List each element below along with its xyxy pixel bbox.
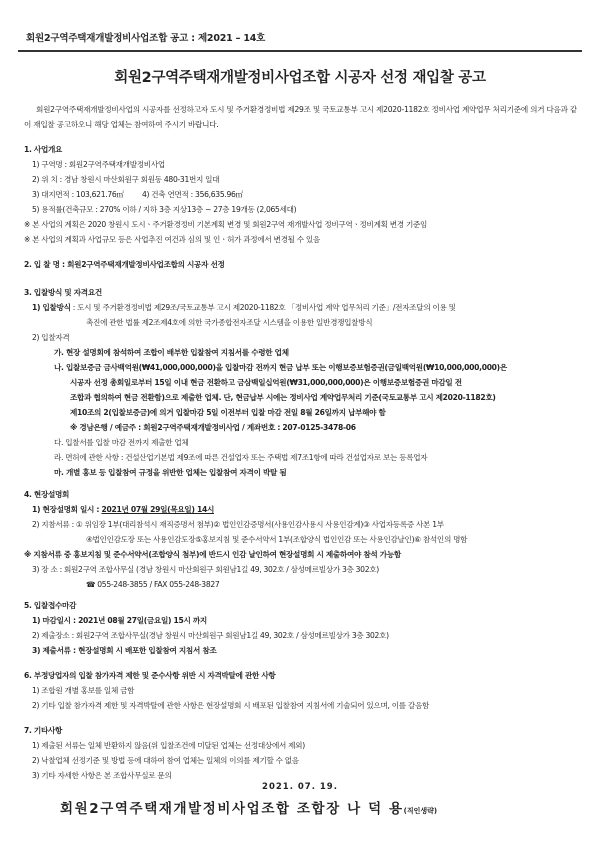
bid-method-label: 1) 입찰방식 (32, 303, 71, 312)
section-misc (24, 723, 582, 783)
bid-method (24, 300, 582, 315)
misc-no-return: 1) 제출된 서류는 일체 반환하지 않음(위 입찰조건에 미달된 업체는 선정대상에서 제외) (32, 741, 305, 750)
contact-phone: ☎ 055-248-3855 / FAX 055-248-3827 (86, 580, 220, 589)
header-divider (18, 50, 582, 52)
signature-line (60, 797, 437, 817)
section-heading: 5. 입찰접수마감 (24, 601, 77, 610)
section-business-overview (24, 142, 582, 247)
qualification-na-2: 시공자 선정 총회일로부터 15일 이내 현금 전환하고 금삼백일십억원(₩31,000,000,000)은 이행보증보험증권 마감일 전 (70, 378, 462, 387)
briefing-date: 2021년 07월 29일(목요일) 14시 (101, 505, 214, 514)
qualification-na-1: 나. 입찰보증금 금사백억원(₩41,000,000,000)을 입찰마감 전까지 현금 납부 또는 이행보증보험증권(금일백억원(₩10,000,000,000)은 (54, 363, 507, 372)
rule-other: 2) 기타 입찰 참가자격 제한 및 자격박탈에 관한 사항은 현장설명회 시 배포된 입찰참여 지침서에 기술되어 있으며, 이를 갈음함 (32, 701, 430, 710)
notice-number: 회원2구역주택재개발정비사업조합 공고 : 제2021 – 14호 (26, 33, 266, 44)
seal-note: (직인생략) (403, 807, 438, 815)
misc-no-objection: 2) 낙찰업체 선정기준 및 방법 등에 대하여 참여 업체는 일체의 이의를 제기할 수 없음 (32, 756, 299, 765)
notice-title: 회원2구역주택재개발정비사업조합 시공자 선정 재입찰 공고 (114, 70, 486, 86)
floor-area: 4) 건축 연면적 : 356,635.96㎡ (141, 190, 243, 199)
qualification-na-4: 제10조의 2(입찰보증금)에 의거 입찰마감 5일 이전부터 입찰 마감 전일 8월 26일까지 납부해야 함 (70, 408, 386, 417)
area-name: 1) 구역명 : 회원2구역주택재개발정비사업 (32, 160, 165, 169)
signature: 회원2구역주택재개발정비사업조합 조합장 나 덕 용 (60, 801, 404, 817)
section-heading: 1. 사업개요 (24, 145, 63, 154)
section-heading: 7. 기타사항 (24, 726, 63, 735)
qualification-heading: 2) 입찰자격 (32, 333, 70, 342)
section-bid-method (24, 285, 582, 480)
note-plan-basis: ※ 본 사업의 계획은 2020 창원시 도시ㆍ주거환경정비 기본계획 변경 및 회원2구역 재개발사업 정비구역ㆍ정비계획 변경 기준임 (24, 220, 428, 229)
section-disqualification (24, 668, 582, 713)
bid-method-text: : 도시 및 주거환경정비법 제29조/국토교통부 고시 제2020-1182호 「정비사업 계약 업무처리 기준」/전자조달의 이용 및 (70, 303, 456, 312)
deadline: 1) 마감일시 : 2021년 08월 27일(금요일) 15시 까지 (32, 616, 207, 625)
qualification-ga: 가. 현장 설명회에 참석하여 조합이 배부한 입찰참여 지침서를 수령한 업체 (54, 348, 289, 357)
qualification-ra: 라. 면허에 관한 사항 : 건설산업기본법 제9조에 따른 건설업자 또는 주택법 제7조1항에 따라 건설업자로 보는 등록업자 (54, 453, 428, 462)
rule-no-promotion: 1) 조합원 개별 홍보를 일체 금함 (32, 686, 135, 695)
misc-inquiry: 3) 기타 자세한 사항은 본 조합사무실로 문의 (32, 771, 172, 780)
submission-documents: 3) 제출서류 : 현장설명회 시 배포한 입찰참여 지침서 참조 (32, 646, 217, 655)
location: 2) 위 치 : 경남 창원시 마산회원구 회원동 480-31번지 일대 (32, 175, 220, 184)
intro-paragraph: 회원2구역주택재개발정비사업의 시공자를 선정하고자 도시 및 주거환경정비법 제29조 및 국토교통부 고시 제2020-1182호 정비사업 계약업무 처리기준에 의거 다음과 같이 재입찰 공고하오니 해당 업체는 참여하여 주시기 바랍니다. (24, 105, 577, 129)
note-plan-change: ※ 본 사업의 계획과 사업규모 등은 사업추진 여건과 심의 및 인ㆍ허가 과정에서 변경될 수 있음 (24, 235, 320, 244)
section-bid-name (24, 257, 582, 272)
note-pledge: ※ 지참서류 중 홍보지침 및 준수서약서(조합양식 첨부)에 반드시 인감 날인하여 현장설명회 시 제출하여야 참석 가능함 (24, 550, 401, 559)
bank-account: ※ 경남은행 / 예금주 : 회원2구역주택재개발정비사업 / 계좌번호 : 207-0125-3478-06 (70, 423, 356, 432)
briefing-label: 1) 현장설명회 일시 : (32, 505, 102, 514)
qualification-da: 다. 입찰서를 입찰 마감 전까지 제출한 업체 (54, 438, 189, 447)
section-heading: 4. 현장설명회 (24, 490, 70, 499)
notice-date: 2021. 07. 19. (262, 782, 338, 792)
qualification-na-3: 조합과 협의하여 현금 전환함)으로 제출한 업체. 단, 현금납부 시에는 정비사업 계약업무처리 기준(국토교통부 고시 제2020-1182호) (70, 393, 496, 402)
required-documents: 2) 지참서류 : ① 위임장 1부(대리참석시 재직증명서 첨부)② 법인인감증명서(사용인감사용시 사용인감계)③ 사업자등록증 사본 1부 (32, 520, 444, 529)
section-site-briefing (24, 487, 582, 592)
section-bid-deadline (24, 598, 582, 658)
bid-method-cont: 촉진에 관한 법률 제2조제4호에 의한 국가종합전자조달 시스템을 이용한 일반경쟁입찰방식 (86, 318, 373, 327)
building-scale: 5) 용적률(건축규모 : 270% 이하 / 지하 3층 지상13층 ~ 27층 19개동 (2,065세대) (32, 205, 297, 214)
required-documents-cont: ④법인인감도장 또는 사용인감도장⑤홍보지침 및 준수서약서 1부(조합양식 법인인감 또는 사용인감날인)⑥ 참석인의 명함 (86, 535, 468, 544)
submission-place: 2) 제출장소 : 회원2구역 조합사무실(경남 창원시 마산회원구 회원남1길 49, 302호 / 삼성메르빌상가 3층 302호) (32, 631, 389, 640)
site-area-row (24, 187, 582, 202)
briefing-place: 3) 장 소 : 회원2구역 조합사무실 (경남 창원시 마산회원구 회원남1길 49, 302호 / 삼성메르빌상가 3층 302호) (32, 565, 379, 574)
section-heading: 3. 입찰방식 및 자격요건 (24, 288, 102, 297)
section-heading: 2. 입 찰 명 : 회원2구역주택재개발정비사업조합의 시공자 선정 (24, 260, 225, 269)
section-heading: 6. 부정당업자의 입찰 참가자격 제한 및 준수사항 위반 시 자격박탈에 관한 사항 (24, 671, 276, 680)
site-area: 3) 대지면적 : 103,621.76㎡ (32, 190, 124, 199)
briefing-datetime (24, 502, 582, 517)
qualification-ma: 마. 개별 홍보 등 입찰참여 규정을 위반한 업체는 입찰참여 자격이 박탈 됨 (54, 468, 287, 477)
